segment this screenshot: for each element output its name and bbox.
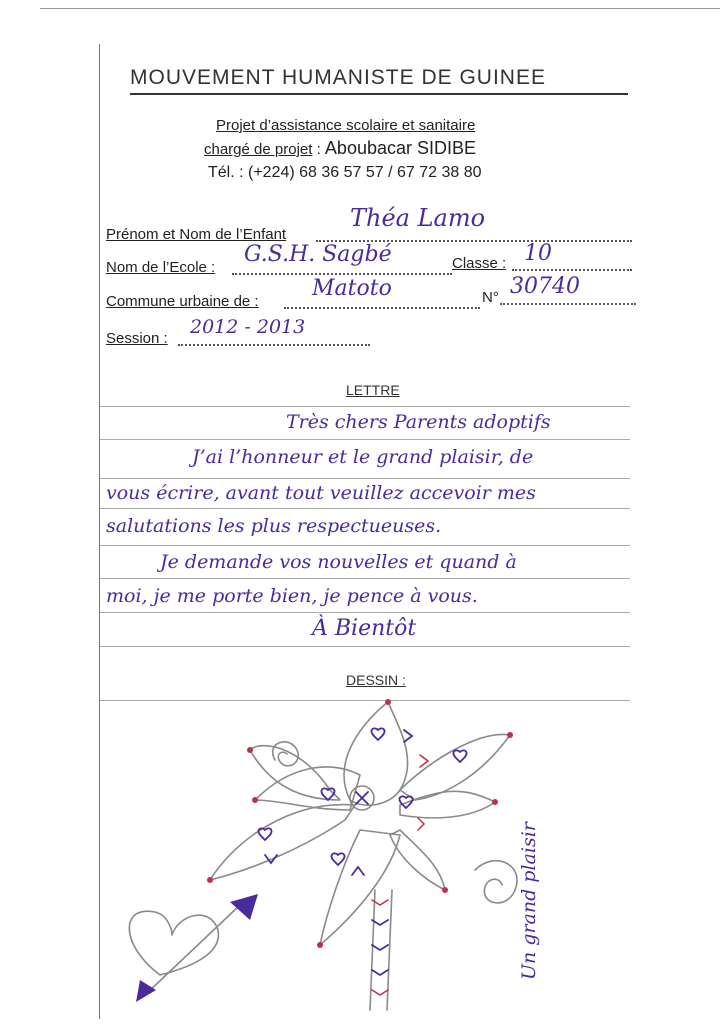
petal-tip-dot — [252, 797, 258, 803]
red-chevron — [372, 990, 388, 995]
number-value: 30740 — [510, 274, 580, 299]
mini-chevron — [372, 945, 388, 950]
letter-rule — [100, 508, 630, 509]
letter-line-7: À Bientôt — [312, 616, 417, 641]
project-name: Projet d’assistance scolaire et sanitaire — [216, 117, 476, 134]
letter-title: LETTRE — [346, 382, 400, 398]
letter-line-3: vous écrire, avant tout veuillez accevoir mes — [106, 482, 536, 504]
petal-lower-left — [210, 805, 355, 880]
letter-line-5: Je demande vos nouvelles et quand à — [160, 551, 517, 573]
arrow-head — [230, 894, 258, 920]
petal-tip-dot — [442, 887, 448, 893]
petal-bottom — [320, 830, 400, 945]
child-name-label: Prénom et Nom de l’Enfant — [106, 226, 287, 243]
letter-rule — [100, 478, 630, 479]
letter-rule — [100, 439, 630, 440]
child-drawing — [100, 690, 640, 1020]
letter-rule — [100, 612, 630, 613]
letter-line-6: moi, je me porte bien, je pence à vous. — [106, 585, 478, 607]
manager-name: Aboubacar SIDIBE — [324, 138, 477, 158]
top-border-line — [40, 8, 720, 9]
arrow-shaft — [145, 905, 240, 995]
letter-rule — [100, 545, 630, 546]
stem-right — [387, 890, 392, 1010]
petal-tip-dot — [507, 732, 513, 738]
school-value: G.S.H. Sagbé — [244, 242, 392, 267]
letter-line-2: J’ai l’honneur et le grand plaisir, de — [192, 446, 534, 468]
mini-chevron — [352, 867, 364, 875]
school-label: Nom de l’Ecole : — [106, 259, 216, 276]
mini-chevron — [372, 920, 388, 925]
number-label: N° — [482, 289, 499, 306]
class-label: Classe : — [452, 255, 507, 272]
child-name-value: Théa Lamo — [350, 204, 486, 232]
class-dots — [512, 269, 632, 271]
letter-line-4: salutations les plus respectueuses. — [106, 515, 442, 537]
letter-line-1: Très chers Parents adoptifs — [286, 411, 551, 433]
session-dots — [178, 344, 370, 346]
title-underline — [130, 93, 628, 95]
mini-heart — [453, 750, 466, 762]
petal-tip-dot — [317, 942, 323, 948]
petal-tip-dot — [492, 799, 498, 805]
red-chevron — [420, 755, 428, 767]
letter-rule — [100, 406, 630, 407]
commune-label: Commune urbaine de : — [106, 293, 259, 310]
mini-heart — [371, 728, 384, 740]
arrow-tail — [136, 980, 156, 1002]
red-chevron — [418, 818, 424, 830]
spiral-right — [475, 861, 517, 903]
session-value: 2012 - 2013 — [190, 316, 306, 338]
org-title: MOUVEMENT HUMANISTE DE GUINEE — [130, 66, 546, 89]
project-manager — [204, 138, 476, 159]
manager-separator: : — [312, 141, 325, 158]
heart-shape — [129, 911, 218, 975]
petal-tip-dot — [247, 747, 253, 753]
letter-rule — [100, 646, 630, 647]
commune-dots — [284, 307, 480, 309]
petal-tip-dot — [207, 877, 213, 883]
mini-chevron — [372, 970, 388, 975]
class-value: 10 — [524, 241, 552, 266]
school-dots — [232, 273, 452, 275]
session-label: Session : — [106, 330, 168, 347]
manager-label: chargé de projet — [204, 141, 313, 158]
mini-chevron — [404, 730, 412, 742]
spiral-left — [273, 742, 299, 766]
letter-rule — [100, 578, 630, 579]
petal-tip-dot — [385, 699, 391, 705]
commune-value: Matoto — [312, 276, 392, 301]
petal-right — [400, 791, 495, 818]
phone-number: Tél. : (+224) 68 36 57 57 / 67 72 38 80 — [208, 164, 482, 181]
number-dots — [500, 303, 636, 305]
drawing-caption: Un grand plaisir — [518, 822, 540, 980]
petal-upper-right — [400, 734, 510, 800]
mini-heart — [331, 853, 344, 865]
center-cross — [356, 792, 368, 804]
drawing-title: DESSIN : — [346, 672, 406, 688]
